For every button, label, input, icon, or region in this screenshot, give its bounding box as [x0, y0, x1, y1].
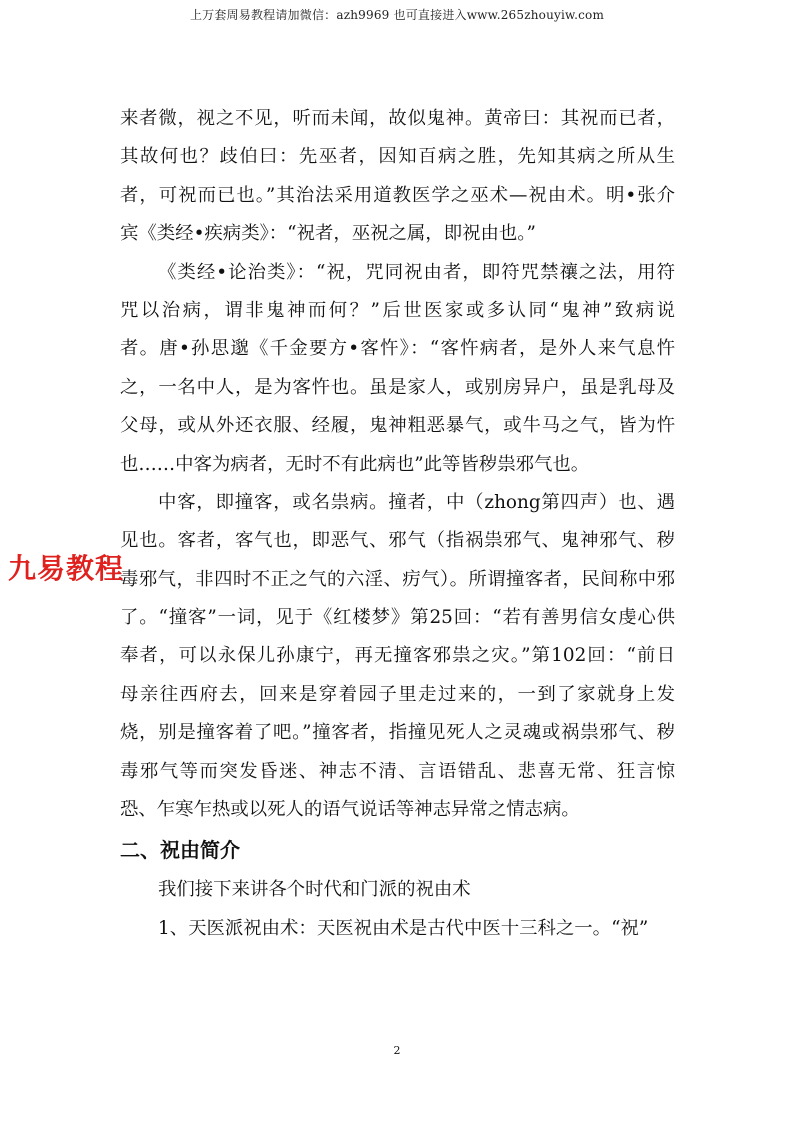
text-line: 咒以治病，谓非鬼神而何？”后世医家或多认同“鬼神”致病说: [120, 299, 675, 321]
text-line: 《类经•论治类》：“祝，咒同祝由者，即符咒禁禳之法，用符: [158, 261, 675, 283]
watermark-logo: 九易教程: [8, 552, 125, 585]
text-line: 了。“撞客”一词，见于《红楼梦》第25回：“若有善男信女虔心供: [120, 607, 675, 629]
text-line: 者，可祝而已也。”其治法采用道教医学之巫术—祝由术。明•张介: [120, 184, 675, 206]
text-line: 父母，或从外还衣服、经履，鬼神粗恶暴气，或牛马之气，皆为忤: [120, 415, 675, 437]
document-body: [120, 100, 675, 948]
section-heading: 二、祝由简介: [120, 838, 240, 863]
page-header: 上万套周易教程请加微信：azh9969 也可直接进入www.265zhouyiw.com: [189, 8, 605, 22]
text-line: 来者微，视之不见，听而未闻，故似鬼神。黄帝曰：其祝而已者，: [120, 108, 675, 129]
text-line: 母亲往西府去，回来是穿着园子里走过来的，一到了家就身上发: [120, 683, 675, 705]
section-intro: 我们接下来讲各个时代和门派的祝由术: [158, 879, 471, 901]
section-item: 1、天医派祝由术：天医祝由术是古代中医十三科之一。“祝”: [158, 917, 649, 939]
text-line: 毒邪气，非四时不正之气的六淫、疠气）。所谓撞客者，民间称中邪: [120, 568, 675, 590]
text-line: 恐、乍寒乍热或以死人的语气说话等神志异常之情志病。: [120, 799, 580, 821]
page-number: 2: [393, 1044, 401, 1057]
text-line: 见也。客者，客气也，即恶气、邪气（指祸祟邪气、鬼神邪气、秽: [120, 530, 675, 552]
text-line: 毒邪气等而突发昏迷、神志不清、言语错乱、悲喜无常、狂言惊: [120, 760, 675, 782]
text-line: 者。唐•孙思邈《千金要方•客忤》：“客忤病者，是外人来气息忤: [120, 338, 675, 360]
text-line: 其故何也？歧伯曰：先巫者，因知百病之胜，先知其病之所从生: [120, 146, 675, 168]
text-line: 宾《类经•疾病类》：“祝者，巫祝之属，即祝由也。”: [120, 223, 536, 245]
text-line: 之，一名中人，是为客忤也。虽是家人，或别房异户，虽是乳母及: [120, 376, 675, 398]
text-line: 中客，即撞客，或名祟病。撞者，中（zhong第四声）也、遇: [158, 491, 675, 513]
text-line: 奉者，可以永保儿孙康宁，再无撞客邪祟之灾。”第102回：“前日: [120, 645, 675, 667]
text-line: 也……中客为病者，无时不有此病也”此等皆秽祟邪气也。: [120, 453, 590, 475]
text-line: 烧，别是撞客着了吧。”撞客者，指撞见死人之灵魂或祸祟邪气、秽: [120, 722, 675, 744]
